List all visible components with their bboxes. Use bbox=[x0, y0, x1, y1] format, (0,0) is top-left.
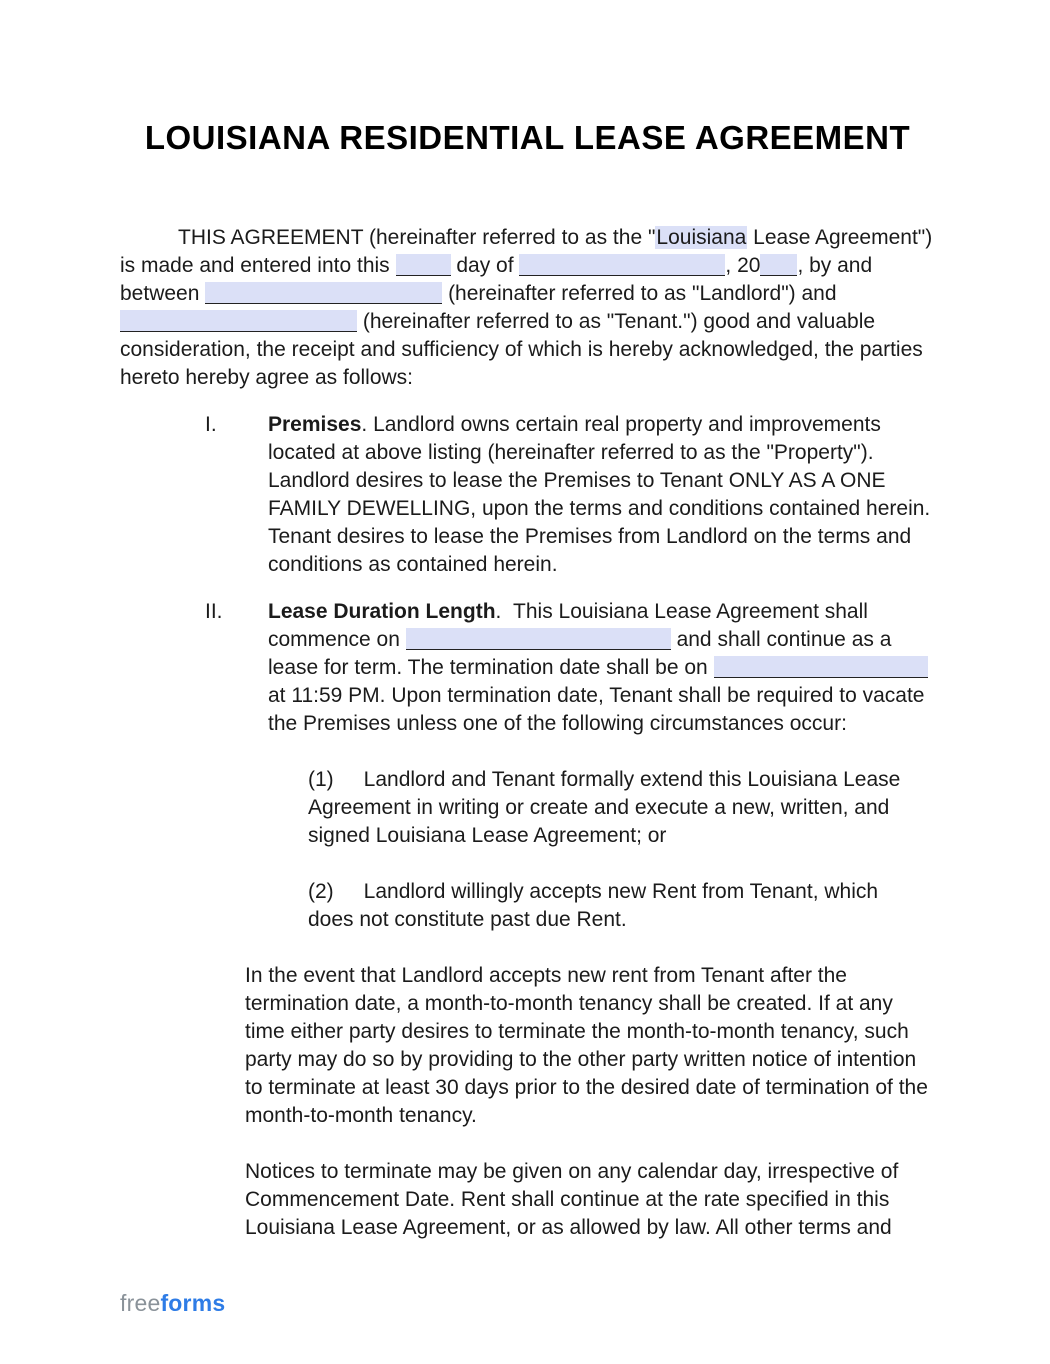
clause-2-text: Landlord willingly accepts new Rent from Tenant, which does not constitute past due Rent. bbox=[308, 880, 879, 931]
section-premises-heading: Premises bbox=[268, 413, 362, 436]
month-field[interactable] bbox=[519, 254, 725, 276]
section-lease-duration-number: II. bbox=[205, 600, 223, 623]
intro-text-c: day of bbox=[450, 254, 520, 277]
lease-duration-text-b: and shall continue as a lease for term. The termination date shall be on bbox=[268, 628, 892, 679]
clause-1-number: (1) bbox=[308, 768, 334, 791]
commencement-date-field[interactable] bbox=[406, 628, 671, 650]
day-field[interactable] bbox=[396, 254, 451, 276]
clause-1-text: Landlord and Tenant formally extend this Louisiana Lease Agreement in writing or create and execute a new, written, and signed Louisiana Lease Agreement; or bbox=[308, 768, 901, 847]
clause-2-number: (2) bbox=[308, 880, 334, 903]
lease-duration-text-a: . This Louisiana Lease Agreement shall commence on bbox=[268, 600, 868, 651]
termination-date-field[interactable] bbox=[714, 656, 928, 678]
section-premises bbox=[205, 411, 938, 579]
intro-text-b: Lease Agreement") is made and entered into this bbox=[120, 226, 933, 277]
section-lease-duration-heading: Lease Duration Length bbox=[268, 600, 496, 623]
intro-paragraph bbox=[120, 224, 935, 392]
section-premises-number: I. bbox=[205, 413, 217, 436]
logo-forms: forms bbox=[160, 1290, 226, 1316]
tenant-name-field[interactable] bbox=[120, 310, 357, 332]
clause-accept-rent bbox=[308, 869, 926, 934]
intro-text-a: THIS AGREEMENT (hereinafter referred to as the " bbox=[178, 226, 656, 249]
intro-text-d: , 20 bbox=[725, 254, 761, 277]
document-title: LOUISIANA RESIDENTIAL LEASE AGREEMENT bbox=[144, 119, 911, 156]
intro-text-f: (hereinafter referred to as "Landlord") and bbox=[442, 282, 837, 305]
clause-extend-agreement bbox=[308, 757, 926, 850]
year-field[interactable] bbox=[760, 254, 797, 276]
intro-text-e: , by and between bbox=[120, 254, 873, 305]
state-field[interactable]: Louisiana bbox=[656, 226, 747, 249]
paragraph-notices: Notices to terminate may be given on any calendar day, irrespective of Commencement Date. Rent shall continue at the rate specified in this Louisiana Lease Agreement, or as allowed by law. All other terms and bbox=[245, 1160, 899, 1239]
intro-text-g: (hereinafter referred to as "Tenant.") good and valuable consideration, the receipt and sufficiency of which is hereby acknowledged, the parties hereto hereby agree as follows: bbox=[120, 310, 923, 389]
lease-duration-text-c: at 11:59 PM. Upon termination date, Tenant shall be required to vacate the Premises unless one of the following circumstances occur: bbox=[268, 684, 925, 735]
freeforms-logo bbox=[120, 1290, 225, 1317]
logo-free: free bbox=[120, 1290, 161, 1316]
landlord-name-field[interactable] bbox=[205, 282, 442, 304]
paragraph-month-to-month: In the event that Landlord accepts new rent from Tenant after the termination date, a month-to-month tenancy shall be created. If at any time either party desires to terminate the month-to-month tenancy, such party may do so by providing to the other party written notice of intention to terminate at least 30 days prior to the desired date of termination of the month-to-month tenancy. bbox=[245, 964, 928, 1127]
section-premises-body: . Landlord owns certain real property and improvements located at above listing (hereinafter referred to as the "Property"). Landlord desires to lease the Premises to Tenant ONLY AS A ONE FAMILY DEWELLING, upon the terms and conditions contained herein. Tenant desires to lease the Premises from Landlord on the terms and conditions as contained herein. bbox=[268, 413, 931, 576]
section-lease-duration bbox=[205, 598, 938, 738]
